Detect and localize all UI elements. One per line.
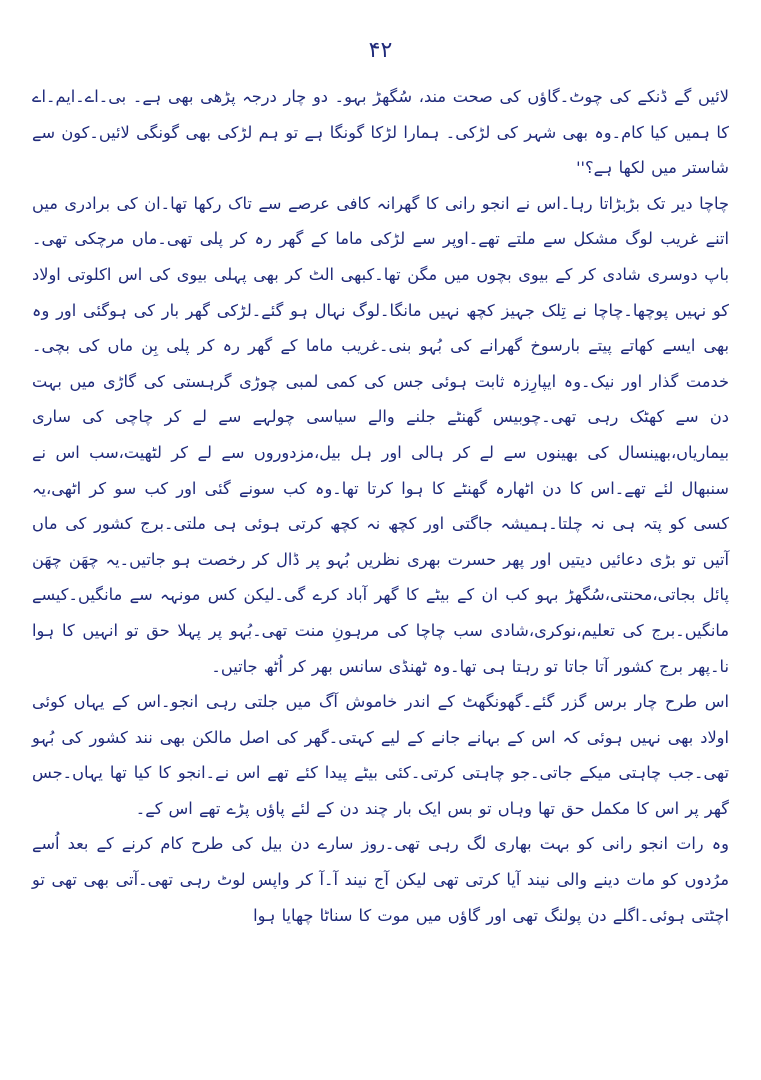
paragraph-4: وہ رات انجو رانی کو بہت بھاری لگ رہی تھی۔روز سارے دن بیل کی طرح کام کرنے کے بعد اُسے مرُدوں کو مات دینے والی نیند آیا کرتی تھی لیکن آج نیند آ۔آ کر واپس لوٹ رہی تھی۔آتی بھی تھی تو اچٹتی ہوئی۔اگلے دن پولنگ تھی اور گاؤں میں موت کا سناٹا چھایا ہوا	[32, 834, 729, 925]
page-number: ۴۲	[368, 38, 393, 63]
paragraph-1: لائیں گے ڈنکے کی چوٹ۔گاؤں کی صحت مند، سُگھڑ بہو۔ دو چار درجہ پڑھی بھی ہے۔ بی۔اے۔ایم۔اے کا ہمیں کیا کام۔وہ بھی شہر کی لڑکی۔ ہمارا لڑکا گونگا ہے تو ہم لڑکی بھی گونگی لائیں۔کون سے شاستر میں لکھا ہے؟''	[32, 87, 729, 178]
paragraph-2: چاچا دیر تک بڑبڑاتا رہا۔اس نے انجو رانی کا گھرانہ کافی عرصے سے تاک رکھا تھا۔ان کی برادری میں اتنے غریب لوگ مشکل سے ملتے تھے۔اوپر سے لڑکی ماما کے گھر رہ کر پلی تھی۔ماں مرچکی تھی۔باپ دوسری شادی کر کے بیوی بچوں میں مگن تھا۔کبھی الٹ کر بھی پہلی بیوی کی اس اکلوتی اولاد کو نہیں پوچھا۔چاچا نے تِلک جہیز کچھ نہیں مانگا۔لوگ نہال ہو گئے۔لڑکی گھر بار کی ہوگئی اور وہ بھی ایسے کھاتے پیتے بارسوخ گھرانے کی بُہو بنی۔غریب ماما کے گھر رہ کر پلی بِن ماں کی بچی۔خدمت گذار اور نیک۔وہ ایپارِزہ ثابت ہوئی جس کی کمی لمبی چوڑی گرہستی کی گاڑی میں بہت دن سے کھٹک رہی تھی۔چوبیس گھنٹے جلنے والے سیاسی چولہے سے لے کر چاچی کی ساری بیماریاں،بھینسال کی بھینوں سے لے کر ہالی اور ہل بیل،مزدوروں سے لے کر لٹھیت،سب اس نے سنبھال لئے تھے۔اس کا دن اٹھارہ گھنٹے کا ہوا کرتا تھا۔وہ کب سونے گئی اور کب سو کر اٹھی،یہ کسی کو پتہ ہی نہ چلتا۔ہمیشہ جاگتی اور کچھ نہ کچھ کرتی ہوئی ہی ملتی۔برج کشور کی ماں آتیں تو بڑی دعائیں دیتیں اور پھر حسرت بھری نظریں بُہو پر ڈال کر رخصت ہو جاتیں۔یہ چھَن چھَن پائل بجاتی،محنتی،سُگھڑ بہو کب ان کے بیٹے کا گھر آباد کرے گی۔لیکن کس مونہہ سے مانگیں۔کیسے مانگیں۔برج کی تعلیم،نوکری،شادی سب چاچا کی مرہونِ منت تھی۔بُہو پر پہلا حق تو انہیں کا ہوا نا۔پھر برج کشور آتا جاتا تو رہتا ہی تھا۔وہ ٹھنڈی سانس بھر کر اُٹھ جاتیں۔	[32, 193, 729, 676]
paragraph-3: اس طرح چار برس گزر گئے۔گھونگھٹ کے اندر خاموش آگ میں جلتی رہی انجو۔اس کے یہاں کوئی اولاد بھی نہیں ہوئی کہ اس کے بہانے جانے کے لیے کہتی۔گھر کی اصل مالکن بھی نند کشور کی بُہو تھی۔جب چاہتی میکے جاتی۔جو چاہتی کرتی۔کئی بیٹے پیدا کئے تھے اس نے۔انجو کا کیا تھا یہاں۔جس گھر پر اس کا مکمل حق تھا وہاں تو بس ایک بار چند دن کے لئے پاؤں پڑے تھے اس کے۔	[32, 692, 729, 818]
